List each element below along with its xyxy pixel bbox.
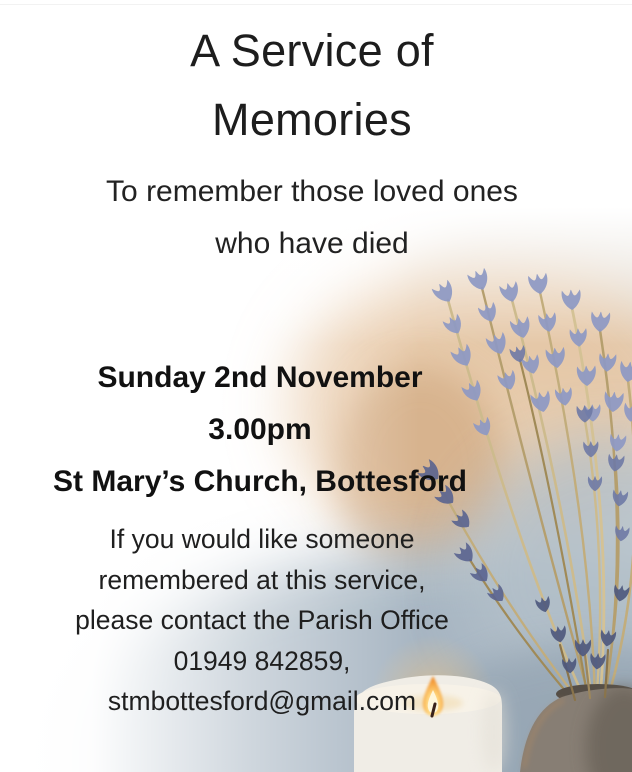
contact-line-3: please contact the Parish Office (75, 605, 449, 635)
event-details (0, 352, 520, 508)
title-line-1: A Service of (190, 25, 434, 76)
subtitle-line-1: To remember those loved ones (106, 175, 518, 208)
contact-line-2: remembered at this service, (98, 564, 426, 595)
poster-title (0, 16, 624, 154)
poster-subtitle (0, 166, 624, 270)
contact-info (0, 519, 524, 722)
contact-line-1: If you would like someone (109, 524, 415, 554)
subtitle-line-2: who have died (215, 227, 409, 260)
event-time: 3.00pm (208, 413, 312, 446)
contact-email: stmbottesford@gmail.com (107, 686, 417, 716)
contact-phone: 01949 842859, (173, 645, 351, 676)
event-venue: St Mary’s Church, Bottesford (53, 465, 467, 498)
title-line-2: Memories (212, 94, 412, 145)
event-date: Sunday 2nd November (97, 361, 423, 394)
